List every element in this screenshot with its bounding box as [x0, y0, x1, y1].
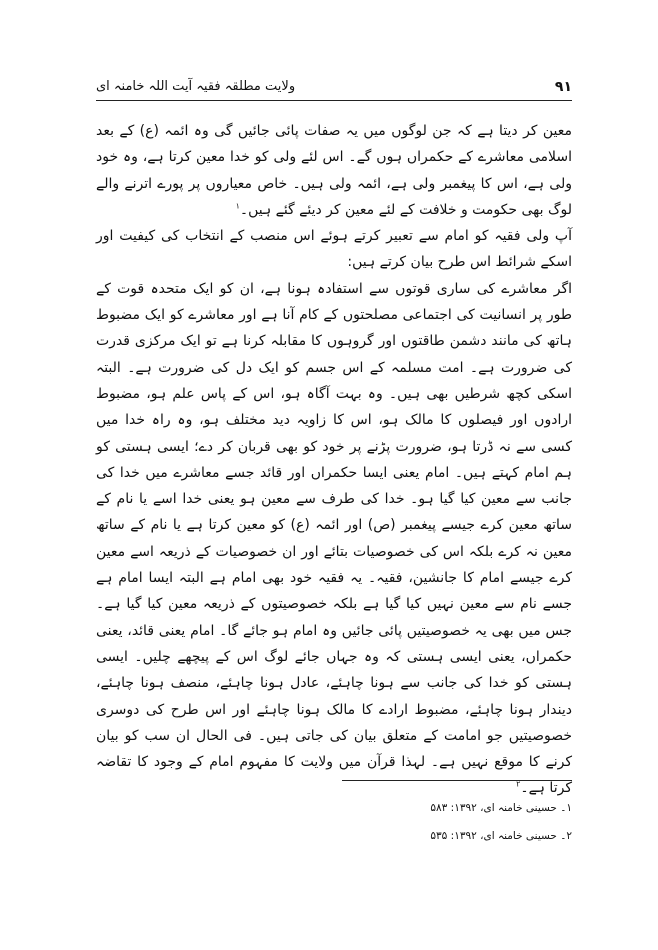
footnote-ref-2[interactable]: ۲ [516, 779, 521, 789]
footnote-divider [342, 780, 572, 781]
page-number: ۹۱ [554, 79, 572, 95]
header-divider [96, 100, 572, 101]
paragraph-3 [96, 276, 572, 802]
footnote-2: ۲۔ حسینی خامنہ ای، ۱۳۹۲: ۵۳۵ [430, 830, 572, 842]
paragraph-2 [96, 223, 572, 276]
footnote-1: ۱۔ حسینی خامنہ ای، ۱۳۹۲: ۵۸۳ [430, 802, 572, 814]
footnotes [96, 794, 572, 850]
footnote-ref-1[interactable]: ۱ [235, 201, 240, 211]
running-header [96, 76, 572, 100]
body-text [96, 118, 572, 802]
paragraph-3-text: اگر معاشرے کی ساری قوتوں سے استفادہ ہونا ہے، ان کو ایک متحدہ قوت کے طور پر انسانیت کی اجتماعی مصلحتوں کے کام آنا ہے اور معاشرے کو ایک مضبوط ہاتھ کی مانند دشمن طاقتوں اور گروہوں کا مقابلہ کرنا ہے تو ایک مرکزی قدرت کی ضرورت ہے۔ امت مسلمہ کے اس جسم کو ایک دل کی ضرورت ہے۔ البتہ اسکی کچھ شرطیں بھی ہیں۔ وہ بہت آگاہ ہو، اس کے پاس علم ہو، مضبوط ارادوں اور فیصلوں کا مالک ہو، اس کا زاویہ دید مختلف ہو، وہ راہ خدا میں کسی سے نہ ڈرتا ہو، ضرورت پڑنے پر خود کو بھی قربان کر دے؛ ایسی ہستی کو ہم امام کہتے ہیں۔ امام یعنی ایسا حکمراں اور قائد جسے معاشرے میں خدا کی جانب سے معین کیا گیا ہو۔ خدا کی طرف سے معین ہو یعنی خدا اسے یا نام کے ساتھ معین کرے جیسے پیغمبر (ص) اور ائمہ (ع) کو معین کرتا ہے یا نام کے ساتھ معین نہ کرے بلکہ اس کی خصوصیات بتائے اور ان خصوصیات کے ذریعہ اسے معین کرے جیسے امام کا جانشین، فقیہ۔ یہ فقیہ خود بھی امام ہے البتہ ایسا امام ہے جسے نام سے معین نہیں کیا گیا ہے بلکہ خصوصیتوں کے ذریعہ معین کیا گیا ہے۔ جس میں بھی یہ خصوصیتیں پائی جائیں وہ امام ہو جائے گا۔ امام یعنی قائد، یعنی حکمراں، یعنی ایسی ہستی کہ وہ جہاں جائے لوگ اس کے پیچھے چلیں۔ ایسی ہستی کو خدا کی جانب سے ہونا چاہئے، عادل ہونا چاہئے، منصف ہونا چاہئے، دیندار ہونا چاہئے، مضبوط ارادے کا مالک ہونا چاہئے اور اس طرح کی دوسری خصوصیتیں جو امامت کے متعلق بیان کی جاتی ہیں۔ فی الحال ان سب کو بیان کرنے کا موقع نہیں ہے۔ لہذا قرآن میں ولایت کا مفہوم امام کے وجود کا تقاضہ کرتا ہے۔ [96, 280, 572, 797]
paragraph-2-text: آپ ولی فقیہ کو امام سے تعبیر کرتے ہوئے اس منصب کے انتخاب کی کیفیت اور اسکے شرائط اس طرح بیان کرتے ہیں: [96, 228, 572, 271]
running-title: ولایت مطلقہ فقیہ آیت اللہ خامنہ ای [96, 79, 296, 94]
paragraph-1 [96, 118, 572, 223]
paragraph-1-text: معین کر دیتا ہے کہ جن لوگوں میں یہ صفات پائی جائیں گی وہ ائمہ (ع) کے بعد اسلامی معاشرے کے حکمراں ہوں گے۔ اس لئے ولی کو خدا معین کرتا ہے، وہ خود ولی ہے، اس کا پیغمبر ولی ہے، ائمہ ولی ہیں۔ خاص معیاروں پر پورے اترنے والے لوگ بھی حکومت و خلافت کے لئے معین کر دیئے گئے ہیں۔ [96, 123, 572, 218]
